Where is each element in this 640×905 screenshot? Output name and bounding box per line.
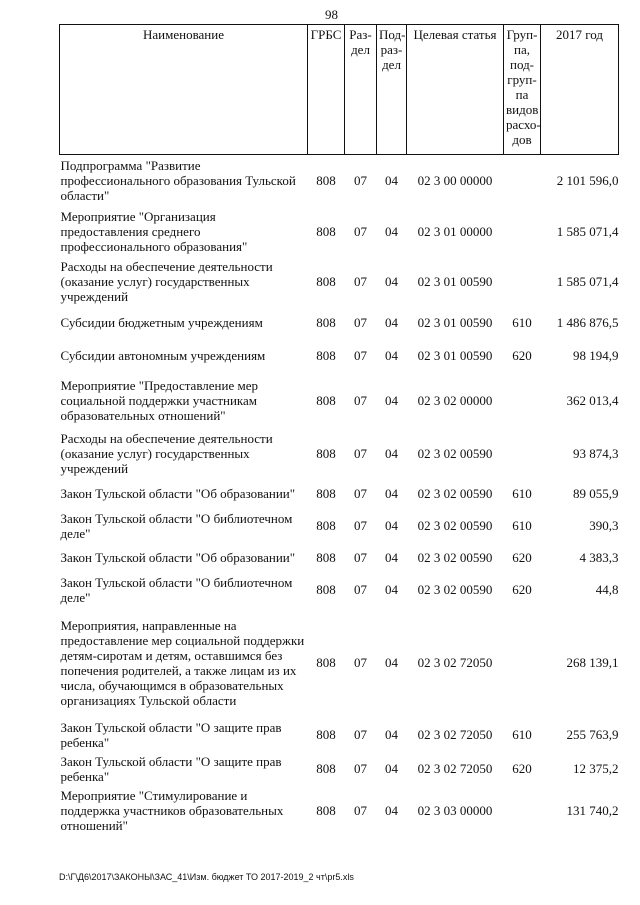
table-cell-group: 620 bbox=[512, 348, 532, 363]
table-cell-amount: 98 194,9 bbox=[573, 348, 619, 363]
table-cell-group bbox=[504, 428, 541, 480]
table-cell-target: 02 3 00 00000 bbox=[417, 173, 493, 189]
table-cell-razdel: 07 bbox=[354, 393, 367, 408]
table-cell-razdel: 07 bbox=[354, 173, 367, 189]
table-cell-group: 620 bbox=[512, 761, 532, 776]
table-row bbox=[60, 338, 619, 374]
table-cell-name: Закон Тульской области "О защите прав ребенка" bbox=[60, 753, 282, 784]
table-cell-target: 02 3 02 72050 bbox=[417, 727, 493, 742]
table-cell-podrazdel: 04 bbox=[385, 550, 398, 565]
table-cell-group: 610 bbox=[512, 518, 532, 533]
table-cell-podrazdel: 04 bbox=[385, 486, 398, 501]
table-cell-group bbox=[504, 207, 541, 256]
table-cell-podrazdel: 04 bbox=[385, 223, 398, 239]
table-cell-grbs: 808 bbox=[316, 173, 336, 189]
table-cell-razdel: 07 bbox=[354, 550, 367, 565]
table-cell-podrazdel: 04 bbox=[385, 446, 398, 461]
table-cell-razdel: 07 bbox=[354, 223, 367, 239]
table-cell-grbs: 808 bbox=[316, 315, 336, 330]
table-cell-podrazdel: 04 bbox=[385, 761, 398, 776]
table-cell-razdel: 07 bbox=[354, 727, 367, 742]
table-row bbox=[60, 572, 619, 608]
table-cell-target: 02 3 03 00000 bbox=[417, 802, 493, 818]
table-cell-razdel: 07 bbox=[354, 518, 367, 533]
table-row bbox=[60, 207, 619, 256]
table-cell-name: Субсидии бюджетным учреждениям bbox=[60, 315, 263, 330]
table-row bbox=[60, 508, 619, 544]
table-cell-name: Закон Тульской области "О защите прав ребенка" bbox=[60, 719, 282, 750]
table-cell-group bbox=[504, 374, 541, 428]
table-cell-name: Субсидии автономным учреждениям bbox=[60, 348, 266, 363]
table-cell-razdel: 07 bbox=[354, 348, 367, 363]
table-cell-razdel: 07 bbox=[354, 761, 367, 776]
table-cell-podrazdel: 04 bbox=[385, 727, 398, 742]
header-grbs: ГРБС bbox=[308, 25, 345, 155]
table-cell-group bbox=[504, 608, 541, 718]
table-cell-name: Мероприятие "Стимулирование и поддержка участников образовательных отношений" bbox=[60, 787, 284, 833]
budget-table bbox=[59, 24, 619, 835]
table-cell-target: 02 3 02 00590 bbox=[417, 550, 493, 565]
table-cell-name: Расходы на обеспечение деятельности (оказание услуг) государственных учреждений bbox=[60, 259, 273, 304]
table-cell-amount: 390,3 bbox=[589, 518, 619, 533]
table-cell-target: 02 3 01 00590 bbox=[417, 348, 493, 363]
table-cell-amount: 1 585 071,4 bbox=[556, 274, 619, 289]
table-row bbox=[60, 308, 619, 338]
table-cell-group: 610 bbox=[512, 315, 532, 330]
table-cell-group bbox=[504, 256, 541, 308]
table-cell-target: 02 3 02 00000 bbox=[417, 393, 493, 408]
table-cell-grbs: 808 bbox=[316, 446, 336, 461]
table-cell-name: Подпрограмма "Развитие профессионального образования Тульской области" bbox=[60, 158, 296, 204]
table-cell-group: 610 bbox=[512, 727, 532, 742]
table-cell-razdel: 07 bbox=[354, 315, 367, 330]
table-row bbox=[60, 428, 619, 480]
table-cell-grbs: 808 bbox=[316, 727, 336, 742]
table-cell-grbs: 808 bbox=[316, 223, 336, 239]
table-cell-podrazdel: 04 bbox=[385, 274, 398, 289]
table-row bbox=[60, 374, 619, 428]
table-cell-grbs: 808 bbox=[316, 518, 336, 533]
table-cell-name: Расходы на обеспечение деятельности (оказание услуг) государственных учреждений bbox=[60, 431, 273, 476]
table-cell-amount: 4 383,3 bbox=[579, 550, 619, 565]
table-cell-target: 02 3 01 00000 bbox=[417, 223, 493, 239]
table-cell-razdel: 07 bbox=[354, 486, 367, 501]
table-cell-name: Закон Тульской области "О библиотечном деле" bbox=[60, 574, 293, 605]
table-cell-amount: 1 486 876,5 bbox=[556, 315, 619, 330]
table-cell-name: Закон Тульской области "О библиотечном деле" bbox=[60, 510, 293, 541]
table-cell-group: 620 bbox=[512, 550, 532, 565]
header-year: 2017 год bbox=[541, 25, 619, 155]
table-cell-podrazdel: 04 bbox=[385, 582, 398, 597]
table-cell-podrazdel: 04 bbox=[385, 315, 398, 330]
table-cell-target: 02 3 02 00590 bbox=[417, 582, 493, 597]
table-cell-grbs: 808 bbox=[316, 393, 336, 408]
table-row bbox=[60, 256, 619, 308]
table-cell-amount: 131 740,2 bbox=[566, 802, 619, 818]
table-cell-grbs: 808 bbox=[316, 802, 336, 818]
table-cell-amount: 268 139,1 bbox=[566, 655, 619, 670]
table-cell-podrazdel: 04 bbox=[385, 802, 398, 818]
table-cell-podrazdel: 04 bbox=[385, 518, 398, 533]
table-cell-group: 610 bbox=[512, 486, 532, 501]
table-cell-razdel: 07 bbox=[354, 582, 367, 597]
table-cell-podrazdel: 04 bbox=[385, 173, 398, 189]
table-row bbox=[60, 544, 619, 572]
table-cell-grbs: 808 bbox=[316, 550, 336, 565]
table-cell-razdel: 07 bbox=[354, 655, 367, 670]
table-cell-name: Мероприятия, направленные на предоставление мер социальной поддержки детям-сиротам и детям, оставшимся без попечения родителей, а также лицам из их числа, обучающимся в образовательных организациях Тульской области bbox=[60, 617, 305, 708]
table-body bbox=[60, 155, 619, 835]
table-cell-grbs: 808 bbox=[316, 655, 336, 670]
table-cell-amount: 1 585 071,4 bbox=[556, 223, 619, 239]
table-header-row bbox=[60, 25, 619, 155]
table-cell-target: 02 3 02 00590 bbox=[417, 446, 493, 461]
table-cell-group bbox=[504, 786, 541, 835]
table-cell-razdel: 07 bbox=[354, 274, 367, 289]
header-target: Целевая статья bbox=[407, 25, 504, 155]
table-cell-group bbox=[504, 155, 541, 207]
table-cell-podrazdel: 04 bbox=[385, 393, 398, 408]
table-cell-name: Закон Тульской области "Об образовании" bbox=[60, 486, 296, 501]
table-cell-grbs: 808 bbox=[316, 348, 336, 363]
table-cell-target: 02 3 02 00590 bbox=[417, 486, 493, 501]
table-cell-target: 02 3 01 00590 bbox=[417, 274, 493, 289]
header-name: Наименование bbox=[60, 25, 308, 155]
table-cell-amount: 2 101 596,0 bbox=[556, 173, 619, 189]
header-razdel: Раз-дел bbox=[345, 25, 377, 155]
table-cell-group: 620 bbox=[512, 582, 532, 597]
table-cell-amount: 44,8 bbox=[595, 582, 619, 597]
file-path-footer: D:\Г\Д6\2017\ЗАКОНЫ\ЗАС_41\Изм. бюджет ТО 2017-2019_2 чт\pr5.xls bbox=[59, 872, 354, 882]
table-cell-podrazdel: 04 bbox=[385, 348, 398, 363]
table-row bbox=[60, 480, 619, 508]
header-podrazdel: Под-раз-дел bbox=[377, 25, 407, 155]
page-number: 98 bbox=[325, 7, 338, 22]
table-row bbox=[60, 608, 619, 718]
table-cell-name: Мероприятие "Организация предоставления среднего профессионального образования" bbox=[60, 208, 248, 254]
table-cell-amount: 362 013,4 bbox=[566, 393, 619, 408]
table-cell-razdel: 07 bbox=[354, 802, 367, 818]
table-cell-podrazdel: 04 bbox=[385, 655, 398, 670]
table-cell-grbs: 808 bbox=[316, 761, 336, 776]
table-cell-amount: 12 375,2 bbox=[573, 761, 619, 776]
table-cell-target: 02 3 02 72050 bbox=[417, 655, 493, 670]
table-cell-amount: 93 874,3 bbox=[573, 446, 619, 461]
table-cell-grbs: 808 bbox=[316, 582, 336, 597]
table-cell-name: Закон Тульской области "Об образовании" bbox=[60, 550, 296, 565]
table-cell-razdel: 07 bbox=[354, 446, 367, 461]
table-cell-amount: 89 055,9 bbox=[573, 486, 619, 501]
table-row bbox=[60, 718, 619, 752]
table-row bbox=[60, 155, 619, 207]
table-cell-target: 02 3 02 72050 bbox=[417, 761, 493, 776]
table-cell-target: 02 3 01 00590 bbox=[417, 315, 493, 330]
table-cell-target: 02 3 02 00590 bbox=[417, 518, 493, 533]
table-row bbox=[60, 786, 619, 835]
table-cell-grbs: 808 bbox=[316, 486, 336, 501]
table-cell-name: Мероприятие "Предоставление мер социальной поддержки участникам образовательных отношений" bbox=[60, 378, 258, 423]
header-group: Груп-па, под-груп-па видов расхо-дов bbox=[504, 25, 541, 155]
table-cell-amount: 255 763,9 bbox=[566, 727, 619, 742]
table-cell-grbs: 808 bbox=[316, 274, 336, 289]
table-row bbox=[60, 752, 619, 786]
